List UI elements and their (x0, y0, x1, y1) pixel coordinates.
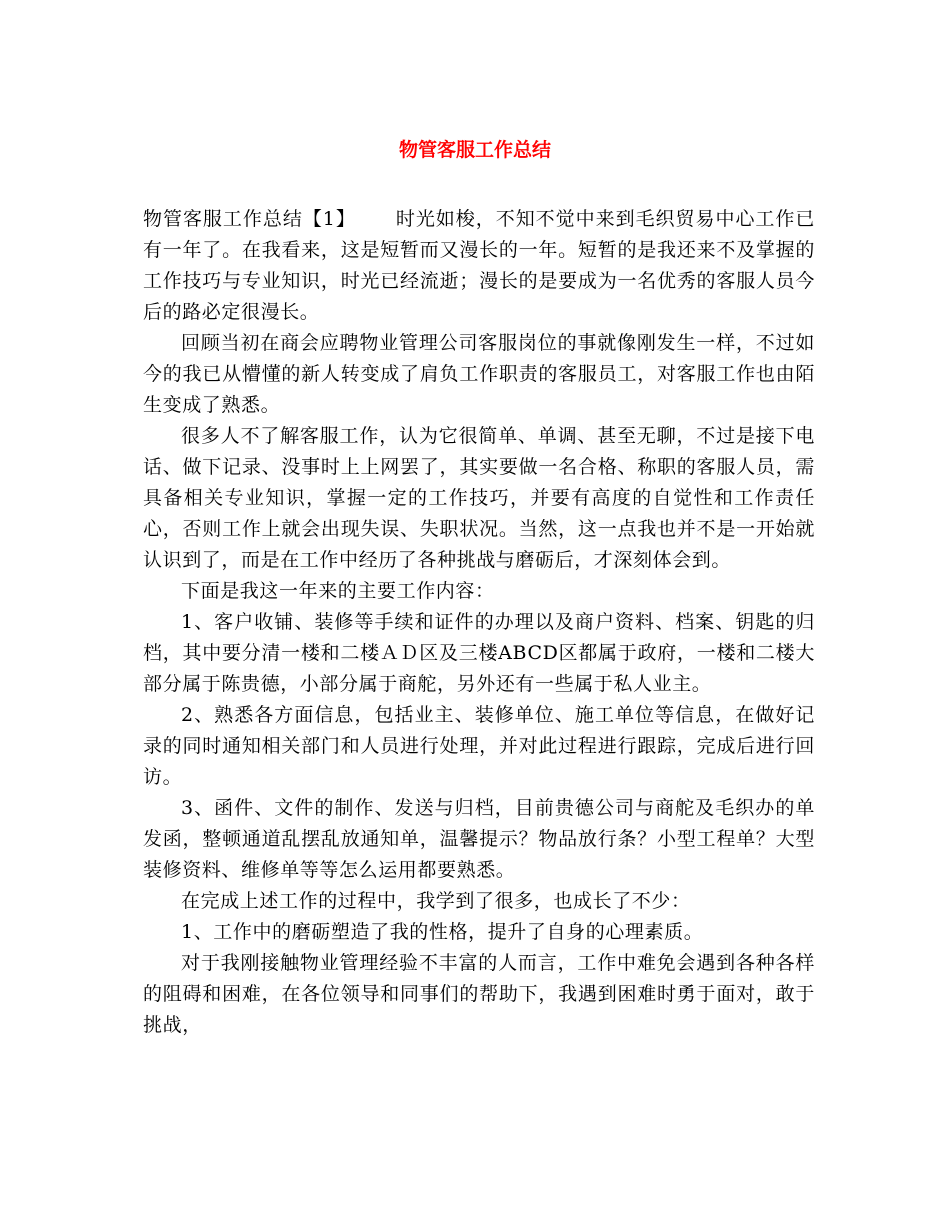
paragraph-1 (143, 204, 815, 328)
document-body (143, 204, 815, 1041)
paragraph-10: 对于我刚接触物业管理经验不丰富的人而言，工作中难免会遇到各种各样的阻碍和困难，在各位领导和同事们的帮助下，我遇到困难时勇于面对，敢于挑战， (143, 952, 815, 1036)
paragraph-4: 下面是我这一年来的主要工作内容： (181, 580, 495, 602)
paragraph-2: 回顾当初在商会应聘物业管理公司客服岗位的事就像刚发生一样，不过如今的我已从懵懂的新人转变成了肩负工作职责的客服员工，对客服工作也由陌生变成了熟悉。 (143, 332, 815, 416)
paragraph-3: 很多人不了解客服工作，认为它很简单、单调、甚至无聊，不过是接下电话、做下记录、没事时上上网罢了，其实要做一名合格、称职的客服人员，需具备相关专业知识，掌握一定的工作技巧，并要有高度的自觉性和工作责任心，否则工作上就会出现失误、失职状况。当然，这一点我也并不是一开始就认识到了，而是在工作中经历了各种挑战与磨砺后，才深刻体会到。 (143, 425, 815, 571)
paragraph-1-text: 时光如梭，不知不觉中来到毛织贸易中心工作已有一年了。在我看来，这是短暂而又漫长的一年。短暂的是我还来不及掌握的工作技巧与专业知识，时光已经流逝；漫长的是要成为一名优秀的客服人员今后的路必定很漫长。 (143, 208, 815, 323)
paragraph-5: 1、客户收铺、装修等手续和证件的办理以及商户资料、档案、钥匙的归档，其中要分清一楼和二楼ＡＤ区及三楼ABCD区都属于政府，一楼和二楼大部分属于陈贵德，小部分属于商舵，另外还有一些属于私人业主。 (143, 611, 815, 695)
paragraph-8: 在完成上述工作的过程中，我学到了很多，也成长了不少： (181, 890, 691, 912)
document-title: 物管客服工作总结 (398, 139, 551, 161)
paragraph-9: 1、工作中的磨砺塑造了我的性格，提升了自身的心理素质。 (181, 921, 704, 943)
paragraph-6: 2、熟悉各方面信息，包括业主、装修单位、施工单位等信息，在做好记录的同时通知相关部门和人员进行处理，并对此过程进行跟踪，完成后进行回访。 (143, 704, 815, 788)
paragraph-7: 3、函件、文件的制作、发送与归档，目前贵德公司与商舵及毛织办的单发函，整顿通道乱摆乱放通知单，温馨提示？物品放行条？小型工程单？大型装修资料、维修单等等怎么运用都要熟悉。 (143, 797, 815, 881)
paragraph-heading: 物管客服工作总结【1】 (143, 208, 356, 230)
